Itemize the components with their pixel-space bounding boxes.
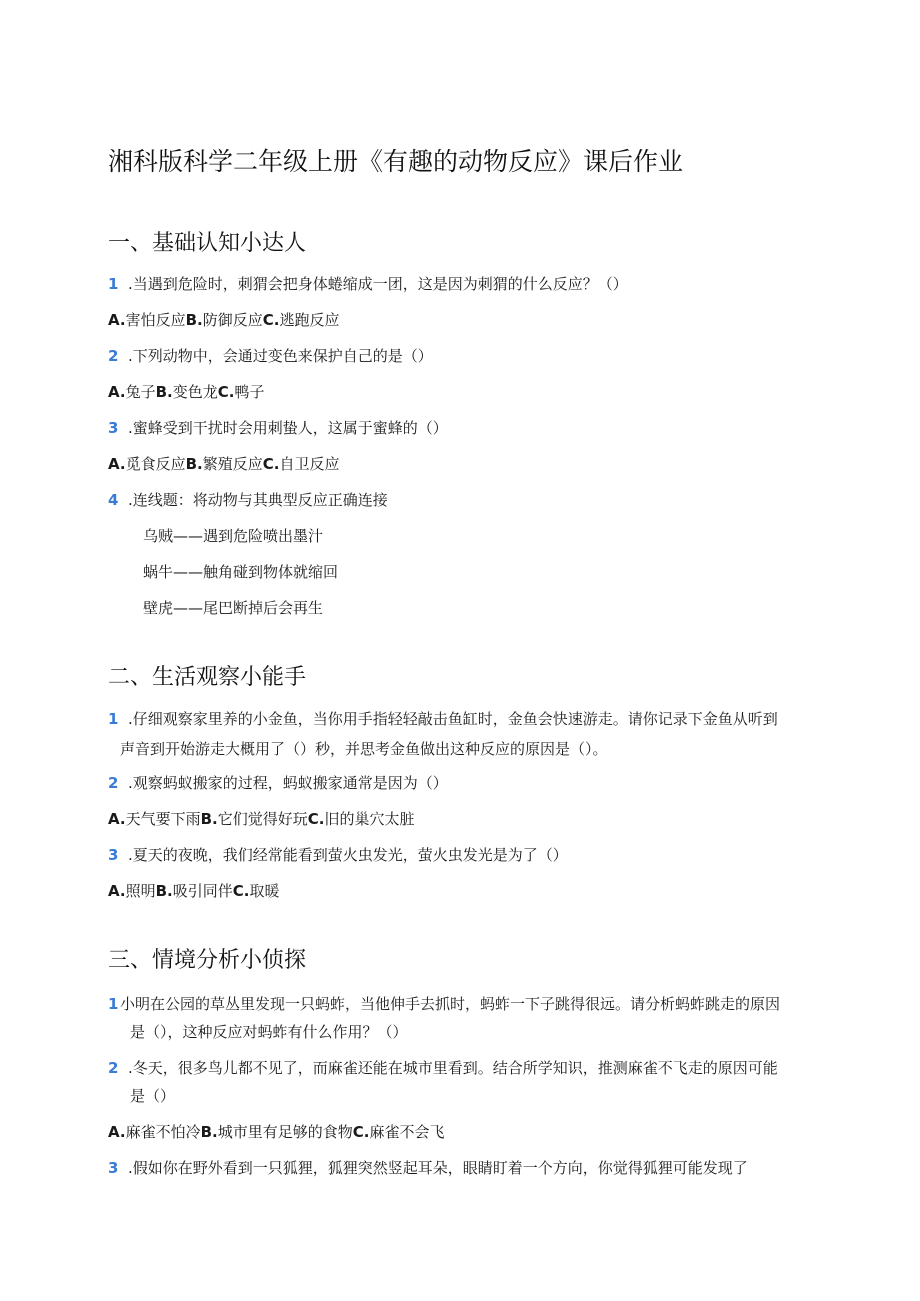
option-letter: C. (352, 1123, 370, 1141)
option-letter: A. (108, 455, 126, 473)
question-text: .夏天的夜晚，我们经常能看到萤火虫发光，萤火虫发光是为了（） (128, 846, 568, 864)
question-number: 2 (108, 1059, 119, 1077)
option-letter: C. (262, 455, 280, 473)
option-letter: A. (108, 311, 126, 329)
option-text: 害怕反应 (125, 311, 186, 329)
question-text: .当遇到危险时，刺猬会把身体蜷缩成一团，这是因为刺猬的什么反应？（） (128, 275, 628, 293)
section-heading-3: 三、情境分析小侦探 (108, 948, 307, 973)
question-number: 2 (108, 774, 119, 792)
options-1-2 (108, 380, 265, 404)
option-text: 照明 (125, 882, 156, 900)
option-letter: A. (108, 882, 126, 900)
option-letter: B. (185, 455, 203, 473)
option-text: 变色龙 (172, 383, 218, 401)
question-1-3 (108, 412, 808, 444)
question-text: .冬天，很多鸟儿都不见了，而麻雀还能在城市里看到。结合所学知识，推测麻雀不飞走的原因可能 (128, 1059, 778, 1077)
question-2-1-continued: 声音到开始游走大概用了（）秒，并思考金鱼做出这种反应的原因是（）。 (120, 740, 608, 758)
option-letter: B. (200, 1123, 218, 1141)
matching-pair-3: 壁虎——尾巴断掉后会再生 (143, 599, 324, 617)
question-2-1 (108, 703, 808, 735)
option-text: 繁殖反应 (202, 455, 263, 473)
option-letter: C. (262, 311, 280, 329)
option-text: 麻雀不怕冷 (125, 1123, 201, 1141)
option-text: 取暖 (249, 882, 280, 900)
options-1-3 (108, 452, 340, 476)
question-3-3 (108, 1152, 808, 1184)
option-text: 防御反应 (202, 311, 263, 329)
options-3-2 (108, 1120, 445, 1144)
option-letter: B. (200, 810, 218, 828)
question-number: 1 (108, 995, 119, 1013)
question-3-1-continued: 是（），这种反应对蚂蚱有什么作用？（） (130, 1023, 408, 1041)
option-text: 旧的巢穴太脏 (324, 810, 415, 828)
option-text: 逃跑反应 (279, 311, 340, 329)
option-letter: B. (185, 311, 203, 329)
option-text: 吸引同伴 (172, 882, 233, 900)
option-text: 麻雀不会飞 (369, 1123, 445, 1141)
option-text: 它们觉得好玩 (217, 810, 308, 828)
question-1-4 (108, 484, 808, 516)
question-text: .仔细观察家里养的小金鱼，当你用手指轻轻敲击鱼缸时，金鱼会快速游走。请你记录下金鱼从听到 (128, 710, 778, 728)
question-text: .观察蚂蚁搬家的过程，蚂蚁搬家通常是因为（） (128, 774, 448, 792)
options-2-2 (108, 807, 415, 831)
option-text: 兔子 (125, 383, 156, 401)
matching-pair-1: 乌贼——遇到危险喷出墨汁 (143, 527, 324, 545)
option-text: 觅食反应 (125, 455, 186, 473)
question-1-2 (108, 340, 808, 372)
option-letter: C. (232, 882, 250, 900)
option-letter: B. (155, 383, 173, 401)
option-letter: B. (155, 882, 173, 900)
option-letter: C. (307, 810, 325, 828)
option-letter: C. (217, 383, 235, 401)
question-number: 2 (108, 347, 119, 365)
question-number: 3 (108, 1159, 119, 1177)
question-number: 3 (108, 846, 119, 864)
options-1-1 (108, 308, 340, 332)
document-title: 湘科版科学二年级上册《有趣的动物反应》课后作业 (108, 147, 684, 176)
option-letter: A. (108, 810, 126, 828)
question-text: .蜜蜂受到干扰时会用刺蛰人，这属于蜜蜂的（） (128, 419, 448, 437)
question-text: .下列动物中，会通过变色来保护自己的是（） (128, 347, 433, 365)
question-text: 小明在公园的草丛里发现一只蚂蚱，当他伸手去抓时，蚂蚱一下子跳得很远。请分析蚂蚱跳走的原因 (120, 995, 781, 1013)
question-number: 3 (108, 419, 119, 437)
section-heading-2: 二、生活观察小能手 (108, 665, 307, 690)
option-letter: A. (108, 383, 126, 401)
option-letter: A. (108, 1123, 126, 1141)
option-text: 城市里有足够的食物 (217, 1123, 353, 1141)
question-number: 1 (108, 710, 119, 728)
option-text: 鸭子 (234, 383, 265, 401)
question-2-2 (108, 767, 808, 799)
question-2-3 (108, 839, 808, 871)
options-2-3 (108, 879, 280, 903)
question-number: 4 (108, 491, 119, 509)
option-text: 天气要下雨 (125, 810, 201, 828)
question-3-2-continued: 是（） (130, 1087, 176, 1105)
question-text: .假如你在野外看到一只狐狸，狐狸突然竖起耳朵，眼睛盯着一个方向，你觉得狐狸可能发现了 (128, 1159, 748, 1177)
question-number: 1 (108, 275, 119, 293)
option-text: 自卫反应 (279, 455, 340, 473)
question-text: .连线题：将动物与其典型反应正确连接 (128, 491, 388, 509)
matching-pair-2: 蜗牛——触角碰到物体就缩回 (143, 563, 339, 581)
section-heading-1: 一、基础认知小达人 (108, 231, 307, 256)
question-1-1 (108, 268, 808, 300)
